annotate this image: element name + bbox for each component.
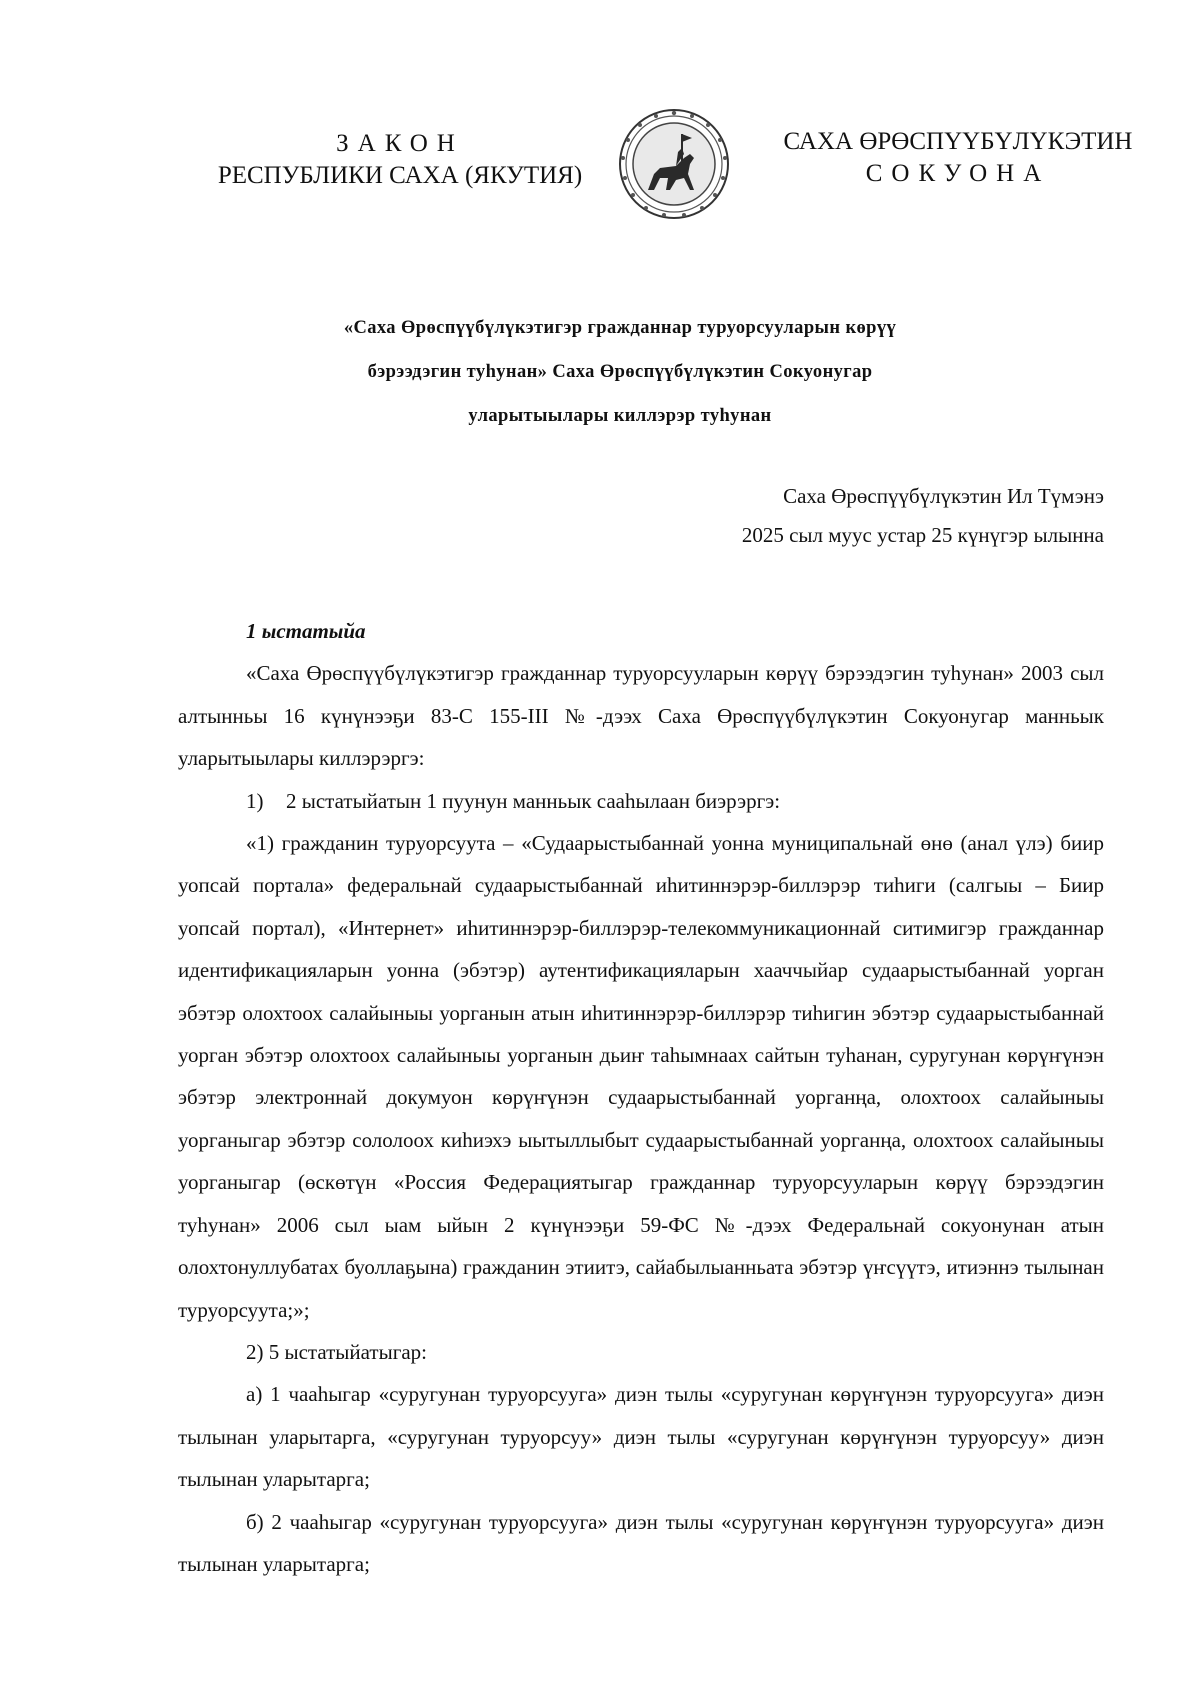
title-line-1: «Саха Өрөспүүбүлүкэтигэр гражданнар туруорсууларын көрүү — [343, 318, 897, 338]
title-line-3: уларытыылары киллэрэр туһунан — [468, 406, 772, 426]
republic-name-sakha: САХА ӨРӨСПҮҮБҮЛҮКЭТИН — [783, 128, 1133, 155]
article-heading: 1 ыстатыйа — [246, 619, 366, 643]
article-intro: «Саха Өрөспүүбүлүкэтигэр гражданнар туруорсууларын көрүү бэрээдэгин туһунан» 2003 сыл алтынньы 16 күнүнээҕи 83-С 155-III №-дээх Саха Өрөспүүбүлүкэтин Сокуонугар манньык уларытыылары киллэрэргэ: — [178, 661, 1104, 771]
coat-of-arms-icon — [618, 108, 730, 220]
item-2a: а) 1 чааһыгар «суругунан туруорсууга» диэн тылы «суругунан көрүҥүнэн туруорсууга» диэн тылынан уларытарга, «суругунан туруорсуу» диэн тылы «суругунан көрүҥүнэн туруорсуу» диэн тылынан уларытарга; — [178, 1382, 1104, 1492]
document-body — [178, 610, 1104, 1585]
header-left-block — [200, 128, 600, 192]
item-2: 2) 5 ыстатыйатыгар: — [246, 1339, 427, 1364]
item-2b: б) 2 чааһыгар «суругунан туруорсууга» диэн тылы «суругунан көрүҥүнэн туруорсууга» диэн тылынан уларытарга; — [178, 1509, 1104, 1576]
item-1-number: 1) — [246, 788, 264, 813]
header-right-block — [768, 126, 1148, 190]
enactment-date: 2025 сыл муус устар 25 күнүгэр ылынна — [741, 523, 1104, 547]
item-1-text: 2 ыстатыйатын 1 пуунун манньык сааһылаан биэрэргэ: — [286, 788, 781, 813]
title-line-2: бэрээдэгин туһунан» Саха Өрөспүүбүлүкэтин Сокуонугар — [367, 362, 873, 382]
item-1-quote: «1) гражданин туруорсуута – «Судаарыстыбаннай уонна муниципальнай өнө (анал үлэ) биир уопсай портала» федеральнай судаарыстыбаннай иһитиннэрэр-биллэрэр тиһиги (салгыы – Биир уопсай портал), «Интернет» иһитиннэрэр-биллэрэр-телекоммуникационнай ситимигэр гражданнар идентификацияларын уонна (эбэтэр) аутентификацияларын хааччыйар судаарыстыбаннай уорган эбэтэр олохтоох салайыныы уорганын атын иһитиннэрэр-биллэрэр тиһигин эбэтэр судаарыстыбаннай уорган эбэтэр олохтоох салайыныы уорганын дьиҥ таһымнаах сайтын туһанан, суругунан көрүҥүнэн эбэтэр электроннай докумуон көрүҥүнэн судаарыстыбаннай уорганңа, олохтоох салайыныы уорганыгар эбэтэр сололоох киһиэхэ ыытыллыбыт судаарыстыбаннай уорганңа, олохтоох салайыныы уорганыгар (өскөтүн «Россия Федерациятыгар гражданнар туруорсууларын көрүү бэрээдэгин туһунан» 2006 сыл ыам ыйын 2 күнүнээҕи 59-ФС №-дээх Федеральнай сокуонунан атын олохтонуллубатах буоллаҕына) гражданин этиитэ, сайабылыанньата эбэтэр үҥсүүтэ, итиэннэ тылынан туруорсуута;»; — [178, 831, 1104, 1322]
republic-name-ru: РЕСПУБЛИКИ САХА (ЯКУТИЯ) — [217, 162, 583, 189]
law-label-ru: ЗАКОН — [336, 130, 464, 157]
law-label-sakha: СОКУОНА — [865, 160, 1051, 187]
enactment-block — [584, 477, 1104, 555]
document-title — [180, 306, 1060, 438]
item-1 — [178, 780, 1104, 822]
enactment-body: Саха Өрөспүүбүлүкэтин Ил Түмэнэ — [783, 484, 1104, 508]
